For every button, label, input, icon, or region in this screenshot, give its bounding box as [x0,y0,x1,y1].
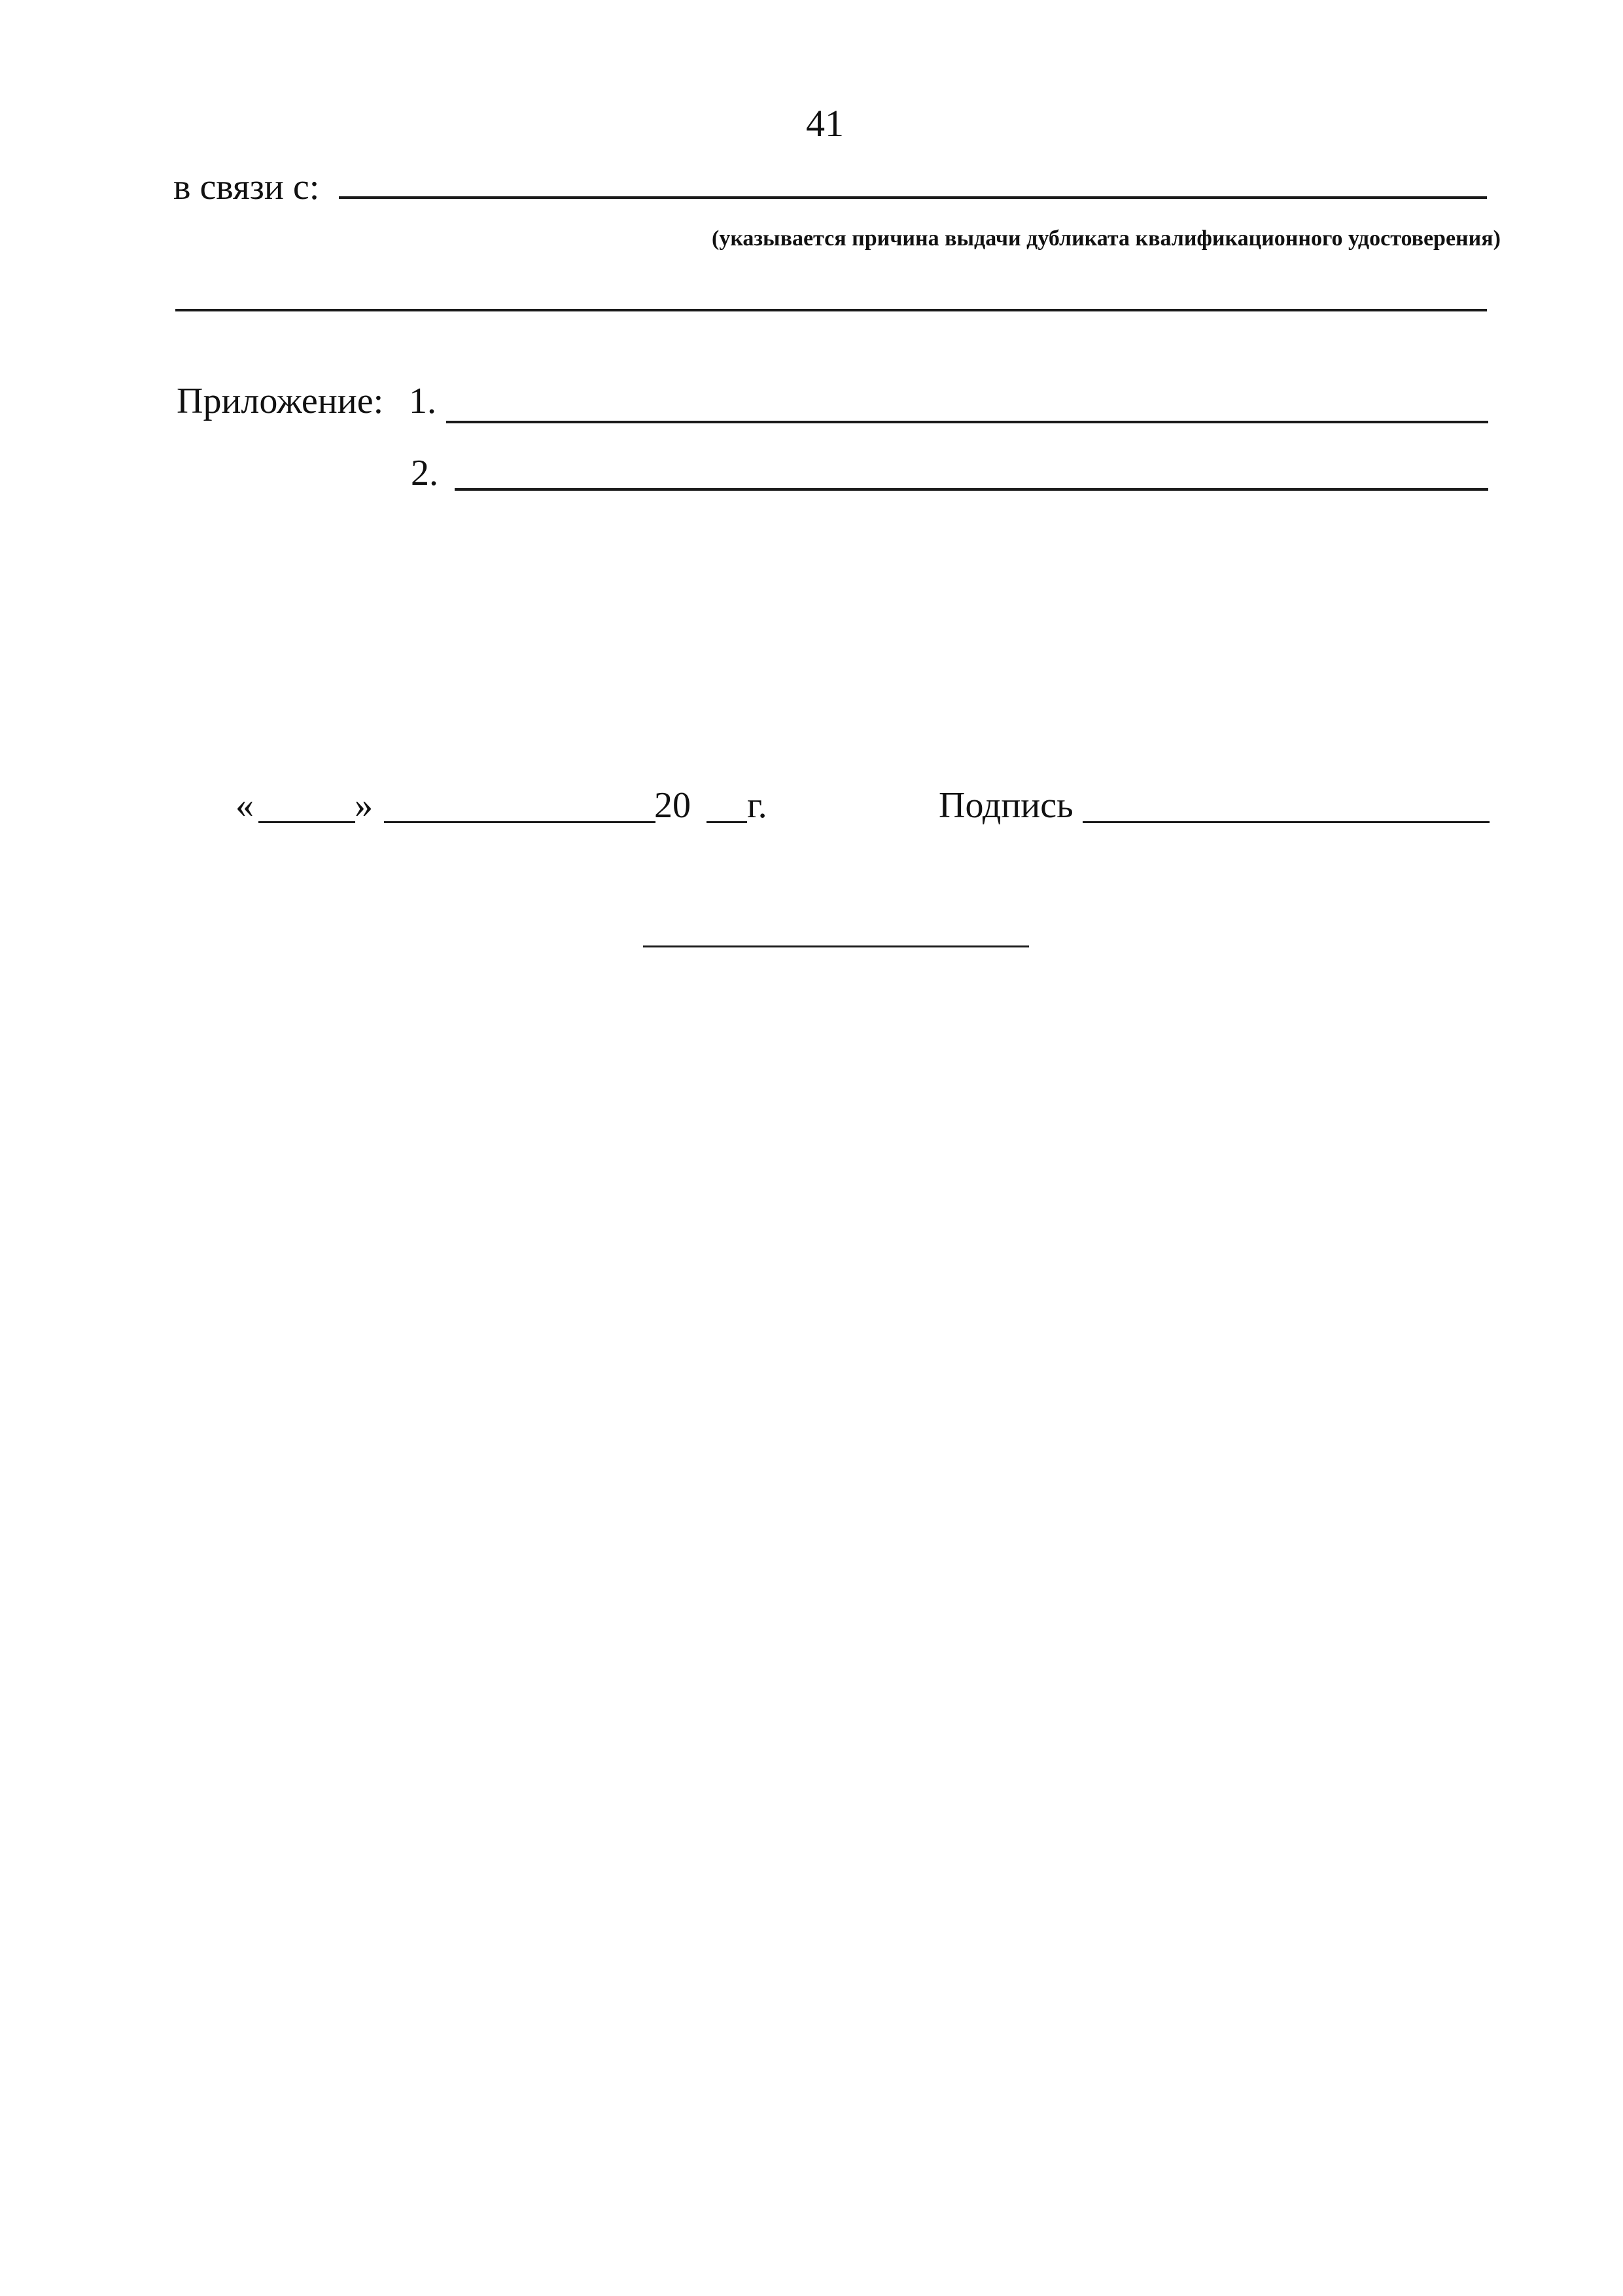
date-close-quote: » [355,785,373,826]
date-day-line[interactable] [258,821,355,823]
reason-continuation-line[interactable] [175,309,1487,311]
attachments-label: Приложение: [177,381,384,421]
page-number: 41 [806,102,844,145]
attachment-line-1[interactable] [446,421,1488,423]
date-year-suffix: г. [747,785,767,826]
reason-label: в связи с: [173,167,320,207]
signature-label: Подпись [939,785,1073,826]
date-year-prefix: 20 [654,785,691,826]
date-year-line[interactable] [707,821,747,823]
reason-hint: (указывается причина выдачи дубликата квалификационного удостоверения) [712,226,1501,251]
attachment-line-2[interactable] [455,488,1488,491]
date-open-quote: « [236,785,254,826]
closing-separator [643,945,1029,947]
reason-field-line[interactable] [339,196,1487,199]
attachment-number-2: 2. [411,453,438,493]
signature-line[interactable] [1083,821,1490,823]
attachment-number-1: 1. [409,381,436,421]
date-month-line[interactable] [384,821,655,823]
